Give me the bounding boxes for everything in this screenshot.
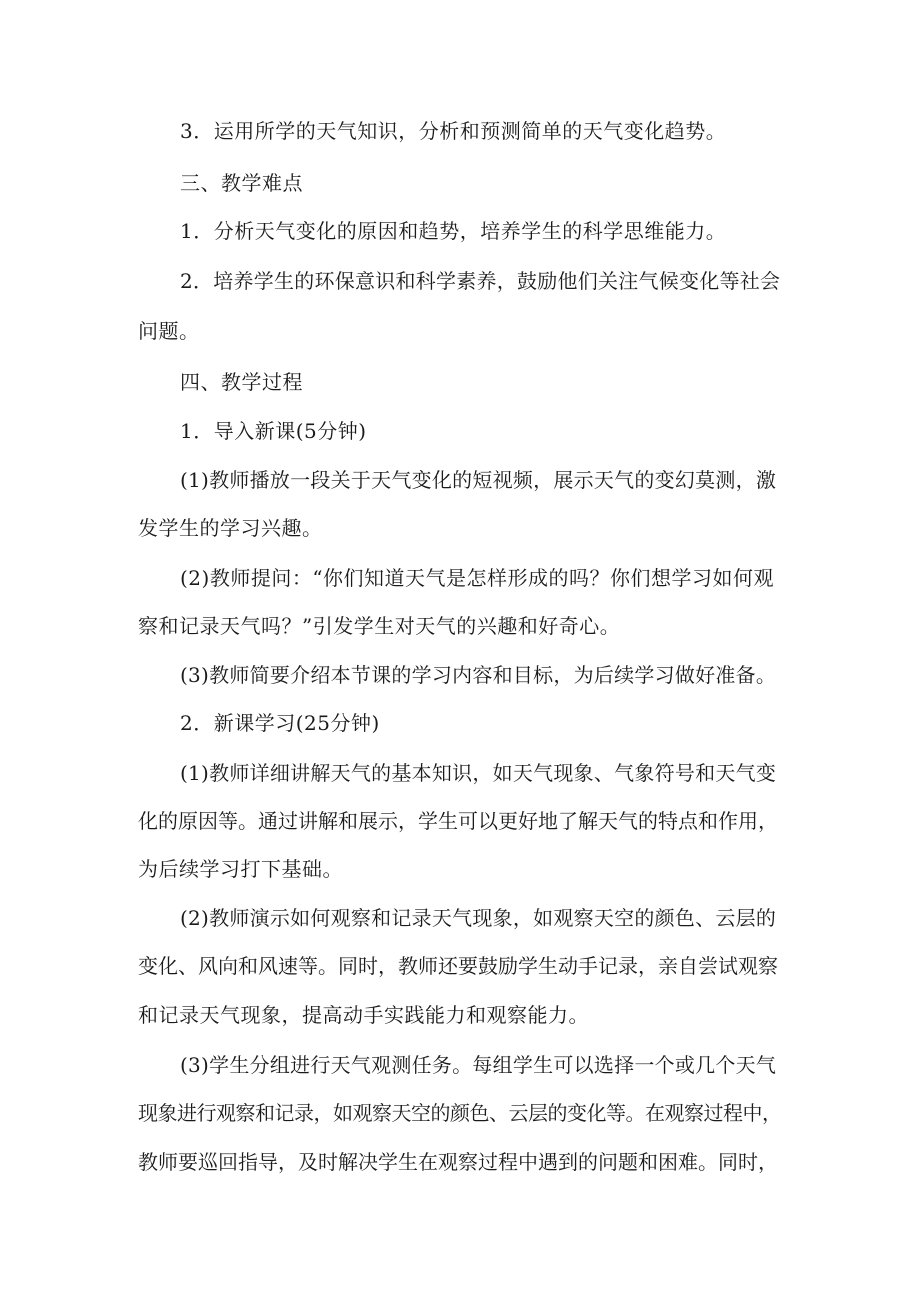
text-line: 化的原因等。通过讲解和展示，学生可以更好地了解天气的特点和作用， <box>138 809 778 833</box>
section-heading: 四、教学过程 <box>180 370 303 394</box>
text-line: 2．新课学习(25分钟) <box>180 711 380 735</box>
text-line: 1．分析天气变化的原因和趋势，培养学生的科学思维能力。 <box>180 219 727 243</box>
text-line: 3．运用所学的天气知识，分析和预测简单的天气变化趋势。 <box>180 119 727 143</box>
text-line: 2．培养学生的环保意识和科学素养，鼓励他们关注气候变化等社会 <box>180 269 781 293</box>
section-heading: 三、教学难点 <box>180 171 303 195</box>
text-line: (1)教师详细讲解天气的基本知识，如天气现象、气象符号和天气变 <box>180 761 777 785</box>
text-line: 现象进行观察和记录，如观察天空的颜色、云层的变化等。在观察过程中， <box>138 1101 782 1125</box>
text-line: (3)教师简要介绍本节课的学习内容和目标，为后续学习做好准备。 <box>180 663 777 687</box>
text-line: 和记录天气现象，提高动手实践能力和观察能力。 <box>138 1003 589 1027</box>
text-line: (2)教师演示如何观察和记录天气现象，如观察天空的颜色、云层的 <box>180 906 777 930</box>
text-line: 发学生的学习兴趣。 <box>138 516 323 540</box>
text-line: (2)教师提问：“你们知道天气是怎样形成的吗？你们想学习如何观 <box>180 566 775 590</box>
text-line: 教师要巡回指导，及时解决学生在观察过程中遇到的问题和困难。同时， <box>138 1150 778 1174</box>
text-line: (3)学生分组进行天气观测任务。每组学生可以选择一个或几个天气 <box>180 1053 777 1077</box>
text-line: 1．导入新课(5分钟) <box>180 419 367 443</box>
text-line: 察和记录天气吗？”引发学生对天气的兴趣和好奇心。 <box>138 614 621 638</box>
text-line: 问题。 <box>138 319 200 343</box>
text-line: 变化、风向和风速等。同时，教师还要鼓励学生动手记录，亲自尝试观察 <box>138 954 778 978</box>
text-line: (1)教师播放一段关于天气变化的短视频，展示天气的变幻莫测，激 <box>180 468 777 492</box>
text-line: 为后续学习打下基础。 <box>138 857 343 881</box>
